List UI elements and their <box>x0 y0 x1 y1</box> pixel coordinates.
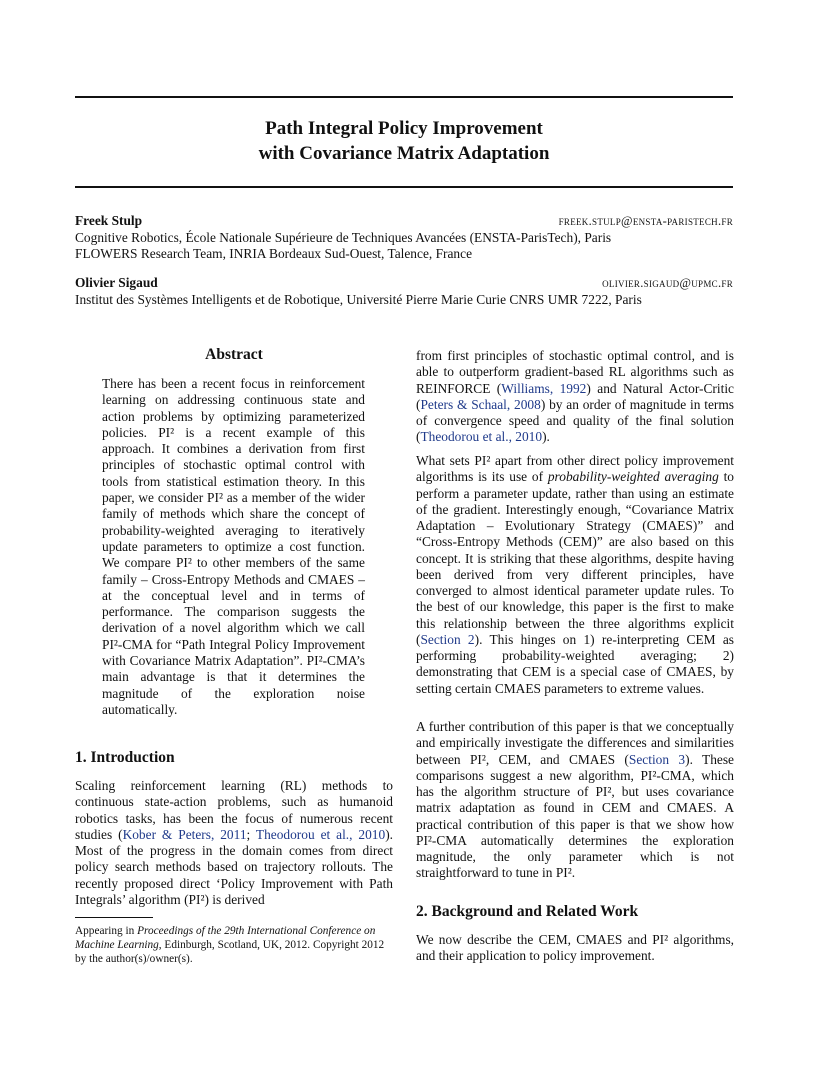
footnote-text: , Edinburgh, Scotland, UK, 2012. Copyright 2012 by the author(s)/owner(s). <box>75 939 385 965</box>
body-paragraph <box>416 453 734 697</box>
paper-title <box>75 116 733 166</box>
citation-link[interactable]: Williams, 1992 <box>501 380 587 396</box>
body-paragraph <box>416 719 734 882</box>
title-bottom-rule <box>75 186 733 188</box>
body-text: A further contribution of this paper is that we conceptually and empirically investigate the differences and similarities between PI², CEM, and CMAES ( <box>416 719 734 767</box>
author-block-1 <box>75 213 733 263</box>
citation-link[interactable]: Peters & Schaal, 2008 <box>420 396 541 412</box>
body-text: ). <box>542 429 550 445</box>
body-text: to perform a parameter update, rather than using an estimate of the gradient. Interestingly enough, “Covariance Matrix Adaptation – Evolutionary Strategy (CMAES)” and “Cross-Entropy Methods (CEM)” are also based on this concept. It is striking that these algorithms, despite having been derived from very different principles, have converged to almost identical parameter update rules. To the best of our knowledge, this paper is the first to make this relationship between the three algorithms explicit ( <box>416 469 734 647</box>
footnote-text: Appearing in <box>75 925 138 937</box>
body-text: ). These comparisons suggest a new algorithm, PI²-CMA, which has the algorithm structure of PI², but uses covariance matrix adaptation as found in CEM and CMAES. A practical contribution of this paper is that we show how PI²-CMA automatically determines the exploration magnitude, the only parameter which is not straightforward to tune in PI². <box>416 751 734 881</box>
author-affiliation: Institut des Systèmes Intelligents et de Robotique, Université Pierre Marie Curie CNRS UMR 7222, Paris <box>75 291 642 307</box>
section-heading-background: 2. Background and Related Work <box>416 903 639 920</box>
abstract-heading: Abstract <box>205 346 263 363</box>
body-paragraph: We now describe the CEM, CMAES and PI² algorithms, and their application to policy improvement. <box>416 932 734 964</box>
footnote-rule <box>75 917 153 918</box>
section-reference-link[interactable]: Section 2 <box>420 631 475 647</box>
citation-link[interactable]: Theodorou et al., 2010 <box>255 826 386 842</box>
body-text: ; <box>246 826 256 842</box>
footnote-venue: Proceedings of the 29th International Conference on Machine Learning <box>75 925 376 951</box>
author-affiliation: FLOWERS Research Team, INRIA Bordeaux Sud-Ouest, Talence, France <box>75 246 473 261</box>
citation-link[interactable]: Theodorou et al., 2010 <box>420 429 543 445</box>
body-paragraph <box>416 348 734 446</box>
body-text: ). Most of the progress in the domain comes from direct policy search methods based on trajectory rollouts. The recently proposed direct ‘Policy Improvement with Path Integrals’ algorithm (PI²) is derived <box>75 826 393 907</box>
emphasized-term: probability-weighted averaging <box>547 469 719 485</box>
abstract-text: There has been a recent focus in reinforcement learning on addressing continuous state and action problems by optimizing parameterized policies. PI² is a recent example of this approach. It combines a derivation from first principles of stochastic optimal control with tools from statistical estimation theory. In this paper, we consider PI² as a member of the wider family of methods which share the concept of probability-weighted averaging to iteratively update parameters to optimize a cost function. We compare PI² to other members of the same family – Cross-Entropy Methods and CMAES – at the conceptual level and in terms of performance. The comparison suggests the derivation of a novel algorithm which we call PI²-CMA for “Path Integral Policy Improvement with Covariance Matrix Adaptation”. PI²-CMA’s main advantage is that it determines the magnitude of the exploration noise automatically. <box>102 376 365 717</box>
footnote <box>75 924 393 966</box>
author-affiliation: Cognitive Robotics, École Nationale Supérieure de Techniques Avancées (ENSTA-ParisTech), Paris <box>75 229 612 245</box>
author-email[interactable]: freek.stulp@ensta-paristech.fr <box>558 214 733 228</box>
body-text: ). This hinges on 1) re-interpreting CEM as performing probability-weighted averaging; 2) demonstrating that CEM is a special case of CMAES, by setting certain CMAES parameters to extreme values. <box>416 631 734 696</box>
citation-link[interactable]: Kober & Peters, 2011 <box>122 826 247 842</box>
body-text: ) and Natural Actor-Critic ( <box>416 380 734 412</box>
section-reference-link[interactable]: Section 3 <box>628 751 686 767</box>
author-email[interactable]: olivier.sigaud@upmc.fr <box>602 276 733 290</box>
author-name: Freek Stulp <box>75 213 143 228</box>
author-name: Olivier Sigaud <box>75 275 158 290</box>
body-text: from first principles of stochastic optimal control, and is able to outperform gradient-based RL algorithms such as REINFORCE ( <box>416 348 734 396</box>
body-text: Scaling reinforcement learning (RL) methods to continuous state-action problems, such as humanoid robotics tasks, has been the focus of numerous recent studies ( <box>75 778 393 842</box>
title-top-rule <box>75 96 733 98</box>
title-line-1: Path Integral Policy Improvement <box>265 118 543 139</box>
section-heading-introduction: 1. Introduction <box>75 749 175 766</box>
title-line-2: with Covariance Matrix Adaptation <box>258 143 550 164</box>
body-text: ) by an order of magnitude in terms of convergence speed and quality of the final solution ( <box>416 396 734 445</box>
author-block-2 <box>75 275 733 308</box>
introduction-paragraph <box>75 778 393 908</box>
body-text: What sets PI² apart from other direct policy improvement algorithms is its use of <box>416 453 734 485</box>
